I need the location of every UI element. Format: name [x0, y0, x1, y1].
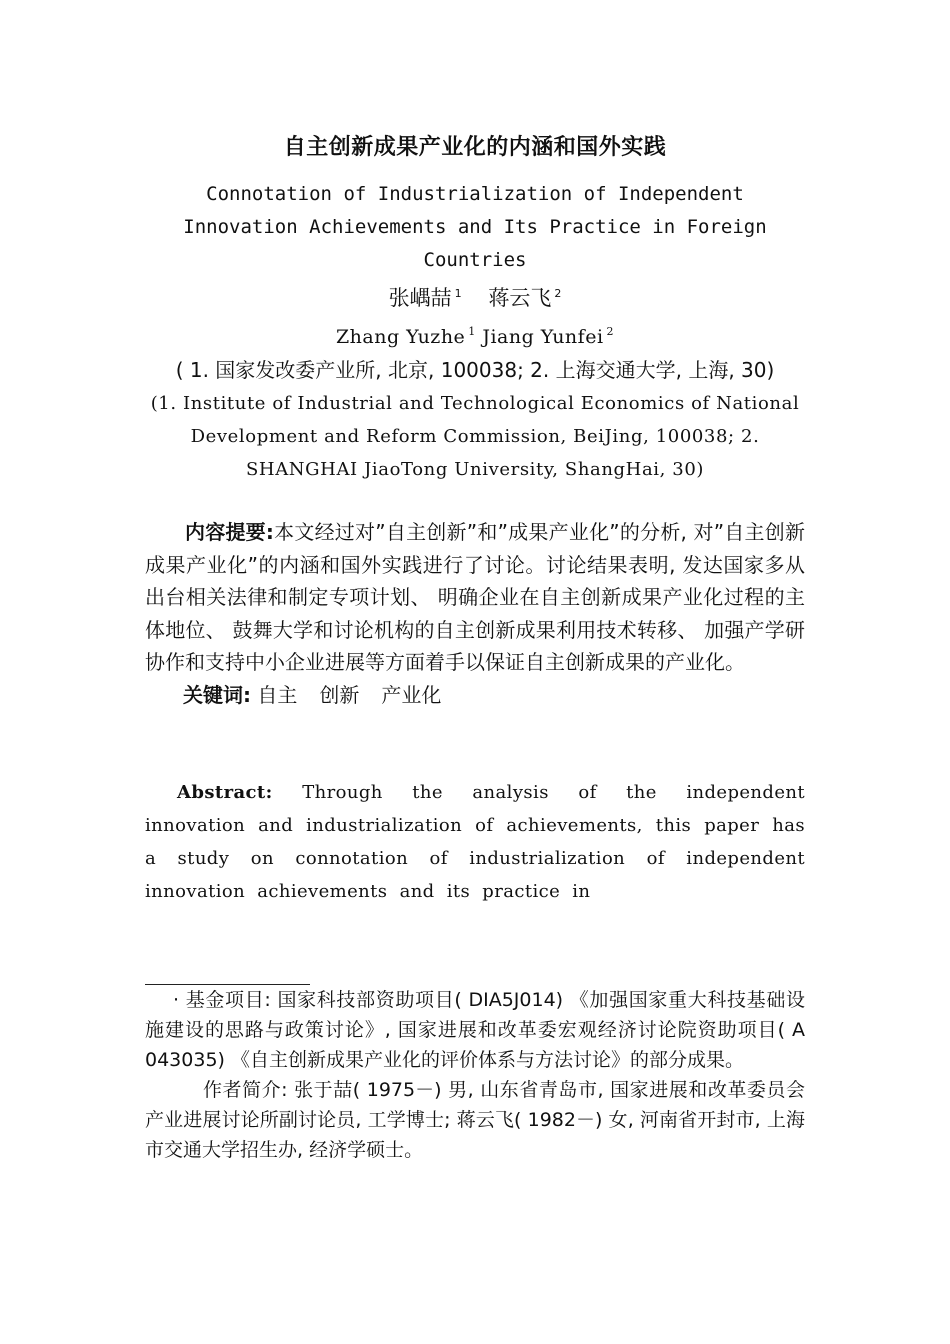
footnote-funding: · 基金项目: 国家科技部资助项目( DIA5J014) 《加强国家重大科技基础设施建设的思路与政策讨论》, 国家进展和改革委宏观经济讨论院资助项目( A 043035) 《自主创新成果产业化的评价体系与方法讨论》的部分成果。	[145, 989, 805, 1071]
footnotes	[145, 985, 805, 1165]
title-english: Connotation of Industrialization of Independent Innovation Achievements and Its Practice in Foreign Countries	[183, 183, 767, 271]
author-zh-1-affil-mark: 1	[454, 287, 462, 300]
abstract-english-label: Abstract:	[177, 782, 273, 803]
abstract-chinese-label: 内容提要:	[185, 520, 274, 544]
footnote-author-intro: 作者简介: 张于喆( 1975－) 男, 山东省青岛市, 国家进展和改革委员会产业进展讨论所副讨论员, 工学博士; 蒋云飞( 1982－) 女, 河南省开封市, 上海市交通大学招生办, 经济学硕士。	[145, 1079, 805, 1161]
author-en-2-affil-mark: 2	[606, 325, 615, 338]
keyword-item: 产业化	[381, 682, 442, 707]
author-en-1-affil-mark: 1	[468, 325, 476, 338]
author-zh-2-affil-mark: 2	[554, 287, 562, 300]
keywords	[145, 679, 805, 712]
author-zh-2: 蒋云飞	[488, 286, 552, 310]
abstract-chinese	[145, 516, 805, 679]
affiliation-english: (1. Institute of Industrial and Technological Economics of National Development and Reform Commission, BeiJing, 100038; 2. SHANGHAI JiaoTong University, ShangHai, 30)	[150, 393, 800, 480]
affiliation-chinese: ( 1. 国家发改委产业所, 北京, 100038; 2. 上海交通大学, 上海, 30)	[175, 358, 775, 382]
keyword-item: 自主	[257, 682, 298, 707]
paper-page	[145, 128, 805, 908]
keywords-label: 关键词:	[183, 682, 251, 707]
abstract-chinese-text: 本文经过对”自主创新”和”成果产业化”的分析, 对”自主创新成果产业化”的内涵和国外实践进行了讨论。讨论结果表明, 发达国家多从出台相关法律和制定专项计划、 明确企业在自主创新成果产业化过程的主体地位、 鼓舞大学和讨论机构的自主创新成果利用技术转移、 加强产学研协作和支持中小企业进展等方面着手以保证自主创新成果的产业化。	[145, 520, 805, 674]
authors-chinese	[145, 277, 805, 315]
author-en-1: Zhang Yuzhe	[335, 326, 466, 348]
abstract-english-text: Through the analysis of the independent innovation and industrialization of achievements, this paper has a study on connotation of industrialization of independent innovation achievements and its practice in	[145, 782, 806, 902]
title-chinese: 自主创新成果产业化的内涵和国外实践	[283, 135, 667, 160]
keyword-item: 创新	[319, 682, 360, 707]
authors-english	[145, 315, 805, 354]
abstract-english	[145, 776, 805, 908]
author-en-2: Jiang Yunfei	[482, 326, 604, 348]
author-zh-1: 张嵎喆	[388, 286, 452, 310]
